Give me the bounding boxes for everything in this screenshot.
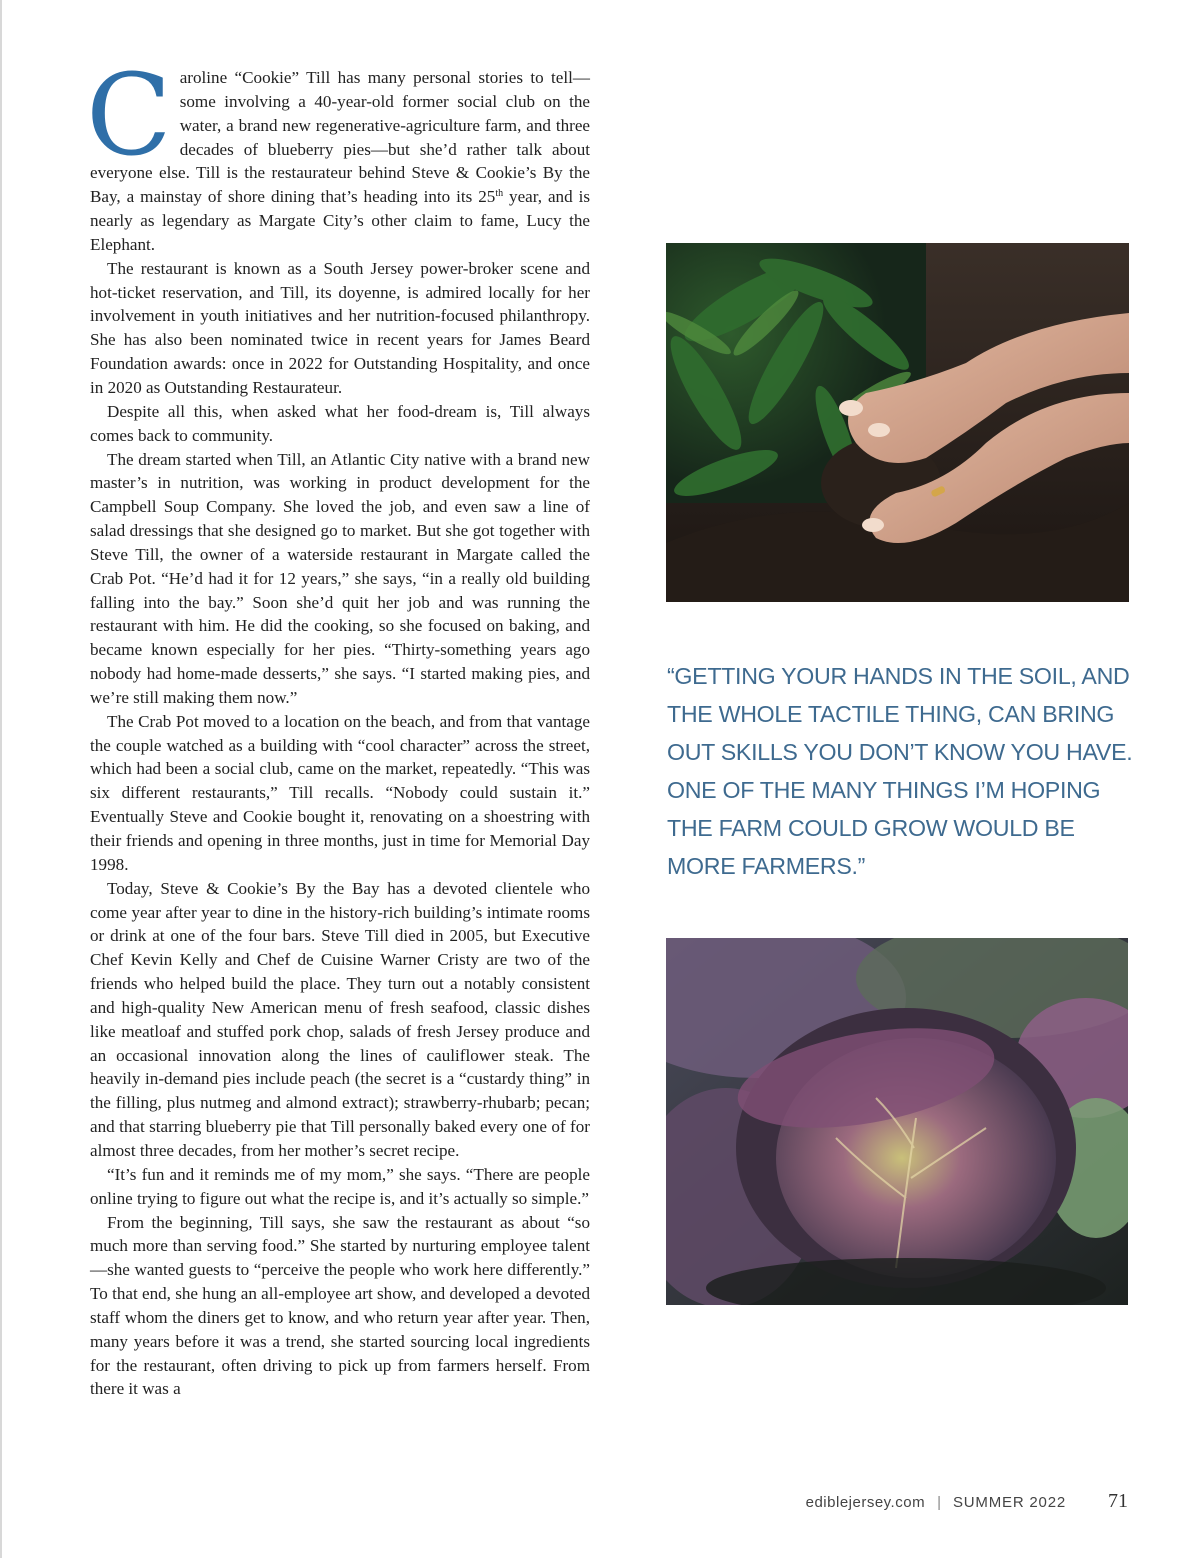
paragraph-1-text: aroline “Cookie” Till has many personal stories to tell—some involving a 40-year-old former social club on the water, a brand new regenerative-agriculture farm, and three decades of blueberry pies—but she’d rather talk about everyone else. Till is the restaurateur behind Steve & Cookie’s By the Bay, a mainstay of shore dining that’s heading into its 25 [90, 68, 590, 207]
footer-site: ediblejersey.com [805, 1494, 926, 1511]
article-paragraph-1 [86, 51, 590, 257]
page-edge-rule [0, 0, 2, 1558]
article-paragraph: The restaurant is known as a South Jersey power-broker scene and hot-ticket reservation, and Till, its doyenne, is admired locally for her involvement in youth initiatives and her nutrition-focused philanthropy. She has also been nominated twice in recent years for James Beard Foundation awards: once in 2022 for Outstanding Hospitality, and once in 2020 as Outstanding Restaurateur. [90, 258, 590, 397]
drop-cap: C [86, 51, 172, 181]
radicchio-photo [666, 938, 1128, 1305]
article-paragraph: The dream started when Till, an Atlantic City native with a brand new master’s in nutrition, was working in product development for the Campbell Soup Company. She loved the job, and even saw a line of salad dressings that she designed go to market. But she got together with Steve Till, the owner of a waterside restaurant in Margate called the Crab Pot. “He’d had it for 12 years,” she says, “in a really old building falling into the bay.” Soon she’d quit her job and was running the restaurant with him. He did the cooking, so she focused on baking, and became known especially for her pies. “Thirty-something years ago nobody had home-made desserts,” she says. “I started making pies, and we’re still making them now.” [90, 449, 590, 707]
hands-in-soil-photo [666, 243, 1129, 602]
article-paragraph: From the beginning, Till says, she saw the restaurant as about “so much more than serving food.” She started by nurturing employee talent—she wanted guests to “perceive the people who work here differently.” To that end, she hung an all-employee art show, and developed a devoted staff whom the diners get to know, and who return year after year. Then, many years before it was a trend, she started sourcing local ingredients for the restaurant, often driving to pick up from farmers herself. From there it was a [90, 1212, 590, 1399]
page-number: 71 [1108, 1490, 1128, 1512]
ordinal-suffix: th [495, 188, 504, 200]
article-paragraph: Today, Steve & Cookie’s By the Bay has a devoted clientele who come year after year to dine in the history-rich building’s intimate rooms or drink at one of the four bars. Steve Till died in 2005, but Executive Chef Kevin Kelly and Chef de Cuisine Warner Cristy are two of the friends who helped build the place. They turn out a notably consistent and high-quality New American menu of fresh seafood, classic dishes like meatloaf and stuffed pork chop, salads of fresh Jersey produce and an occasional innovation along the lines of cauliflower steak. The heavily in-demand pies include peach (the secret is a “custardy thing” in the filling, plus nutmeg and almond extract); strawberry-rhubarb; pecan; and that starring blueberry pie that Till personally baked every one of for almost three decades, from her mother’s secret recipe. [90, 878, 590, 1160]
footer-separator: | [937, 1494, 941, 1511]
article-paragraph: Despite all this, when asked what her food-dream is, Till always comes back to community. [90, 401, 590, 445]
article-body [86, 51, 590, 1401]
article-paragraph: “It’s fun and it reminds me of my mom,” she says. “There are people online trying to figure out what the recipe is, and it’s actually so simple.” [90, 1164, 590, 1208]
article-paragraph: The Crab Pot moved to a location on the beach, and from that vantage the couple watched as a building with “cool character” across the street, which had been a social club, came on the market, repeatedly. “This was six different restaurants,” Till recalls. “Nobody could sustain it.” Eventually Steve and Cookie bought it, renovating on a shoestring with their friends and opening in three months, just in time for Memorial Day 1998. [90, 711, 590, 874]
page-footer [806, 1490, 1128, 1513]
paragraph-1-end: year, and is nearly as legendary as Margate City’s other claim to fame, Lucy the Elephant. [90, 187, 590, 254]
pull-quote: “GETTING YOUR HANDS IN THE SOIL, AND THE WHOLE TACTILE THING, CAN BRING OUT SKILLS YOU DON’T KNOW YOU HAVE. ONE OF THE MANY THINGS I’M HOPING THE FARM COULD GROW WOULD BE MORE FARMERS.” [667, 663, 1133, 879]
footer-issue: SUMMER 2022 [952, 1494, 1066, 1511]
